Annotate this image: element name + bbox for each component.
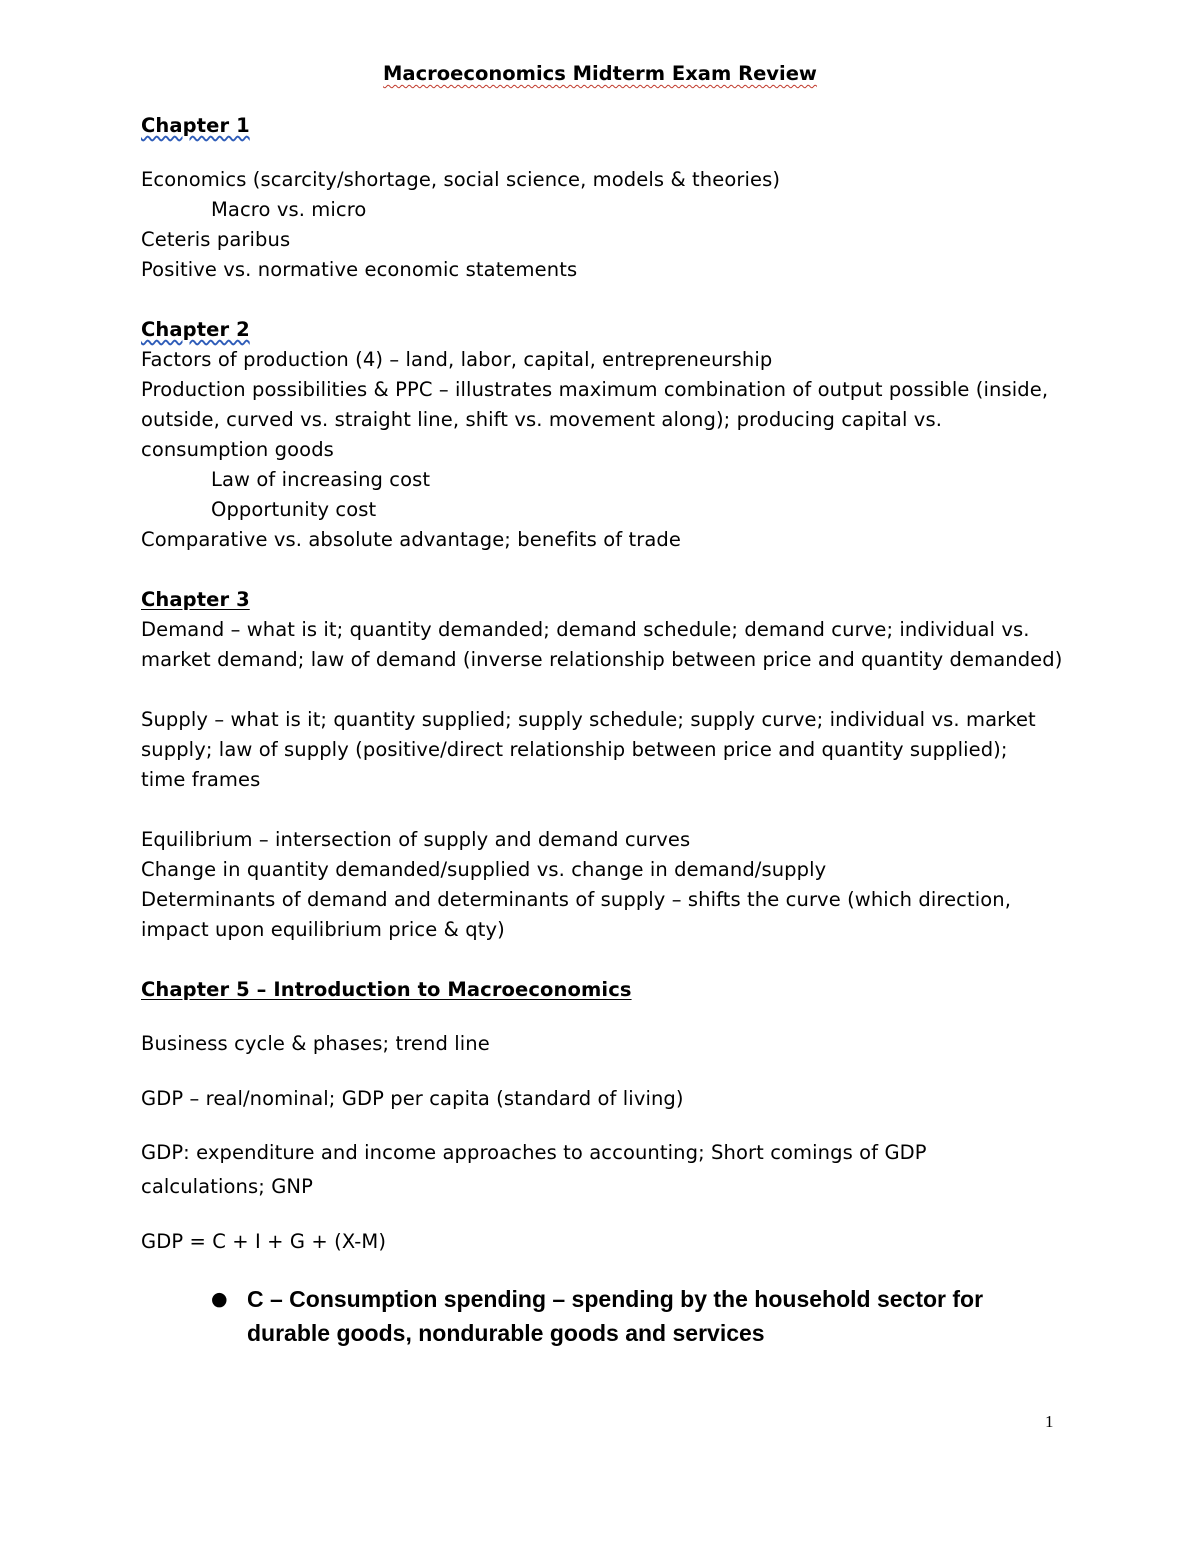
chapter-3-line: Determinants of demand and determinants of supply – shifts the curve (which direction, bbox=[141, 888, 1012, 911]
chapter-2-line: Production possibilities & PPC – illustrates maximum combination of output possible (inside, bbox=[141, 378, 1049, 401]
chapter-2-line: Law of increasing cost bbox=[211, 468, 431, 491]
chapter-1-line: Macro vs. micro bbox=[211, 198, 367, 221]
chapter-5-line: GDP – real/nominal; GDP per capita (standard of living) bbox=[141, 1087, 684, 1110]
chapter-3-line: Supply – what is it; quantity supplied; supply schedule; supply curve; individual vs. market bbox=[141, 708, 1036, 731]
chapter-1-line: Positive vs. normative economic statements bbox=[141, 258, 578, 281]
chapter-3-line: impact upon equilibrium price & qty) bbox=[141, 918, 505, 941]
chapter-3-heading: Chapter 3 bbox=[141, 588, 250, 611]
chapter-3-line: Change in quantity demanded/supplied vs. change in demand/supply bbox=[141, 858, 827, 881]
chapter-2-line: Opportunity cost bbox=[211, 498, 377, 521]
bullet-icon: ● bbox=[211, 1288, 228, 1310]
chapter-2-line: outside, curved vs. straight line, shift vs. movement along); producing capital vs. bbox=[141, 408, 943, 431]
chapter-5-heading: Chapter 5 – Introduction to Macroeconomics bbox=[141, 978, 632, 1001]
chapter-5-line: GDP: expenditure and income approaches to accounting; Short comings of GDP bbox=[141, 1141, 927, 1164]
chapter-3-line: time frames bbox=[141, 768, 261, 791]
chapter-2-heading: Chapter 2 bbox=[141, 318, 250, 341]
page-number: 1 bbox=[1045, 1412, 1054, 1431]
chapter-3-line: market demand; law of demand (inverse relationship between price and quantity demanded) bbox=[141, 648, 1063, 671]
chapter-5-line: Business cycle & phases; trend line bbox=[141, 1032, 490, 1055]
chapter-2-line: consumption goods bbox=[141, 438, 334, 461]
chapter-3-line: Demand – what is it; quantity demanded; demand schedule; demand curve; individual vs. bbox=[141, 618, 1030, 641]
bullet-text: C – Consumption spending – spending by the household sector for durable goods, nondurable goods and services bbox=[247, 1286, 984, 1346]
chapter-3-line: Equilibrium – intersection of supply and demand curves bbox=[141, 828, 691, 851]
chapter-1-heading: Chapter 1 bbox=[141, 114, 250, 137]
chapter-1-line: Ceteris paribus bbox=[141, 228, 291, 251]
chapter-5-line: calculations; GNP bbox=[141, 1175, 313, 1198]
chapter-1-line: Economics (scarcity/shortage, social science, models & theories) bbox=[141, 168, 781, 191]
page-title: Macroeconomics Midterm Exam Review bbox=[383, 62, 817, 85]
chapter-2-line: Factors of production (4) – land, labor, capital, entrepreneurship bbox=[141, 348, 773, 371]
chapter-2-line: Comparative vs. absolute advantage; benefits of trade bbox=[141, 528, 681, 551]
chapter-3-line: supply; law of supply (positive/direct relationship between price and quantity supplied); bbox=[141, 738, 1008, 761]
gdp-formula: GDP = C + I + G + (X-M) bbox=[141, 1230, 387, 1253]
